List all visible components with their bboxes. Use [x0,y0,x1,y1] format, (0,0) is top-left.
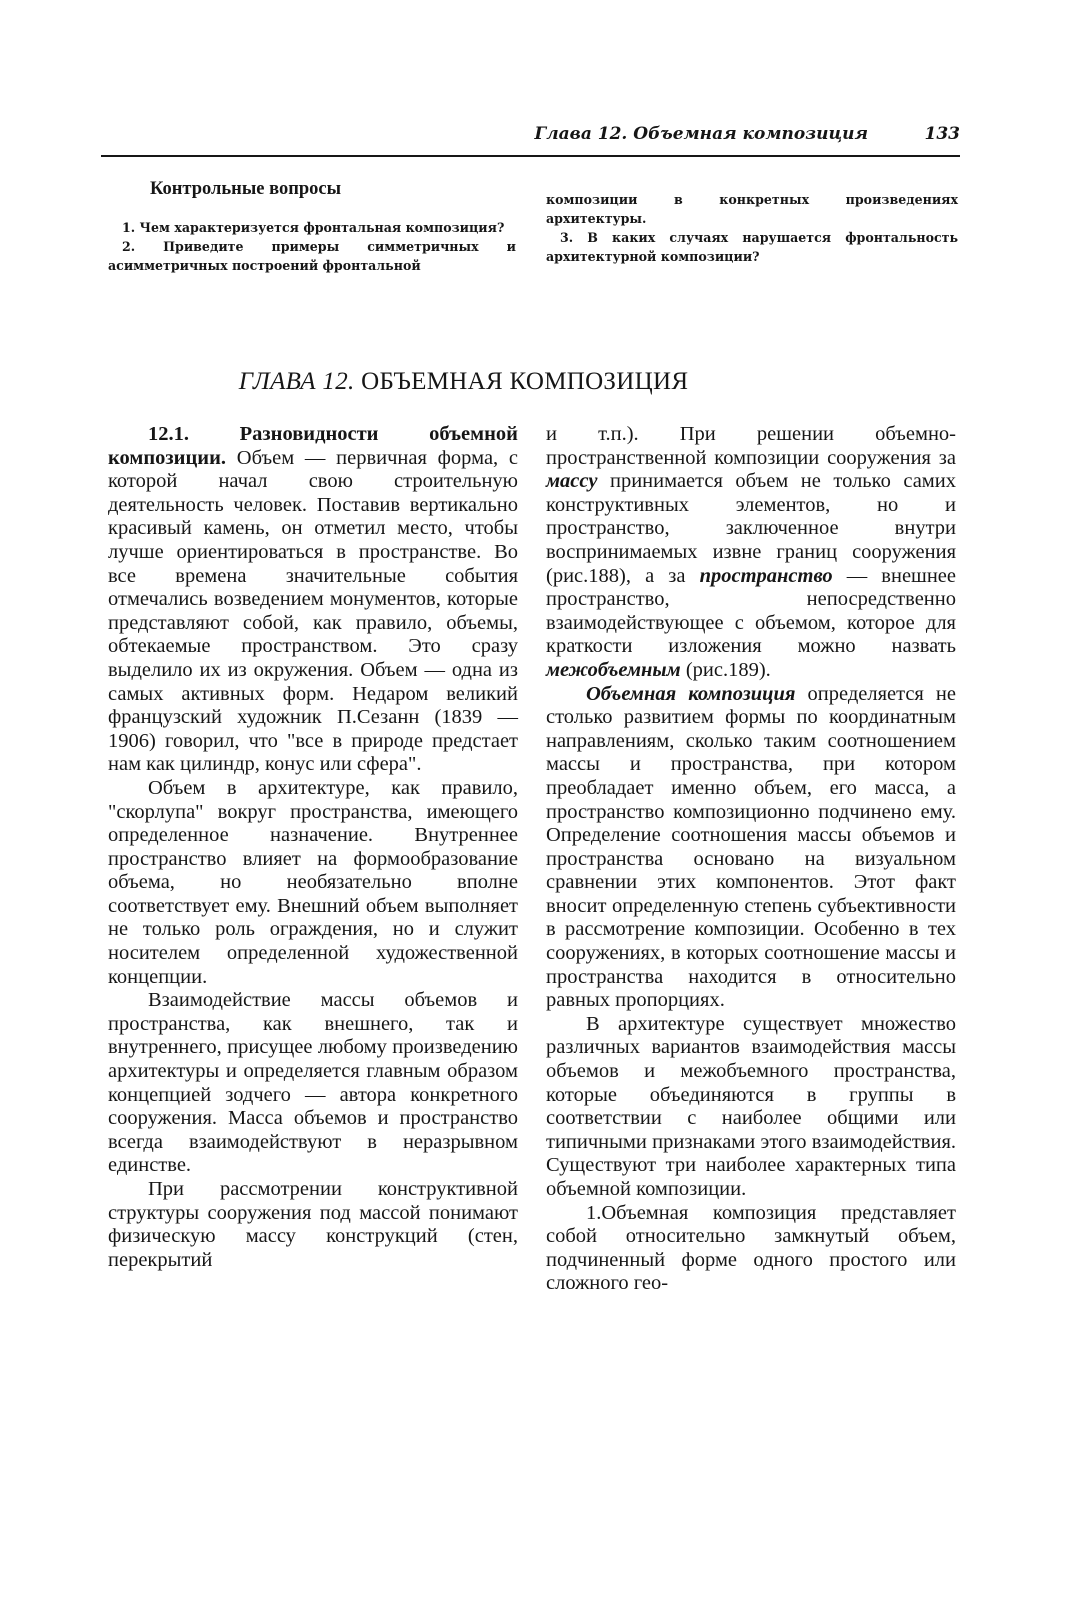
questions-left-column [108,218,516,275]
questions-heading: Контрольные вопросы [150,179,342,199]
paragraph: 1.Объемная композиция представляет собой относительно замкнутый объем, подчиненный форме одного простого или сложного гео- [546,1201,956,1295]
term-mezhobemnym: межобъемным [546,658,681,681]
question-3: 3. В каких случаях нарушается фронтальность архитектурной композиции? [546,230,958,264]
text-column-left [108,423,518,1272]
chapter-title [0,368,1067,396]
section-title: 12.1. Разновидности объемной композиции. [108,423,518,469]
paragraph: Взаимодействие массы объемов и пространства, как внешнего, так и внутреннего, присущее любому произведению архитектуры и определяется главным образом концепцией зодчего — автора конкретного сооружения. Масса объемов и пространство всегда взаимодействуют в неразрывном единстве. [108,989,518,1177]
paragraph: В архитектуре существует множество различных вариантов взаимодействия массы объемов и межобъемного пространства, которые объединяются в группы в соответствии с наиболее общими или типичными признаками этого взаимодействия. Существуют три наиболее характерных типа объемной композиции. [546,1012,956,1200]
term-obemnaya-kompoziciya: Объемная композиция [586,682,796,705]
paragraph: Объем в архитектуре, как правило, "скорлупа" вокруг пространства, имеющего определенное назначение. Внутреннее пространство влияет на формообразование объема, но необязательно вполне соответствует ему. Внешний объем выполняет не только роль ограждения, но и служит носителем определенной художественной концепции. [108,776,518,988]
paragraph-text: (рис.189). [680,658,771,681]
paragraph-text: — внешнее пространство, непосредственно взаимодействующее с объемом, которое для краткости изложения можно назвать [546,564,956,658]
term-massu: массу [546,470,598,493]
running-title: Глава 12. Объемная композиция [534,124,868,144]
header-rule [101,155,960,157]
paragraph [108,423,518,777]
paragraph [546,683,956,1013]
paragraph [546,423,956,683]
question-2: 2. Приведите примеры симметричных и асимметричных построений фронтальной [108,239,516,273]
paragraph-text: и т.п.). При решении объемно-пространственной композиции сооружения за [546,423,956,469]
chapter-label: ГЛАВА 12. [238,368,355,395]
question-1: 1. Чем характеризуется фронтальная композиция? [122,220,505,235]
question-2-continued: композиции в конкретных произведениях архитектуры. [546,192,958,226]
chapter-name: ОБЪЕМНАЯ КОМПОЗИЦИЯ [361,368,689,395]
paragraph-text: определяется не столько развитием формы по координатным направлениям, сколько таким соотношением массы и пространства, при котором преобладает именно объем, его масса, а пространство композиционно подчинено ему. Определение соотношения массы объемов и пространства основано на визуальном сравнении этих компонентов. Этот факт вносит определенную степень субъективности в рассмотрение композиции. Особенно в тех сооружениях, в которых соотношение массы и пространства находится в относительно равных пропорциях. [546,682,956,1012]
paragraph-text: Объем — первичная форма, с которой начал свою строительную деятельность человек. Поставив вертикально красивый камень, он отметил место, чтобы лучше ориентироваться в пространстве. Во все времена значительные события отмечались возведением монументов, которые представляют собой, как правило, объемы, обтекаемые пространством. Это сразу выделило их из окружения. Объем — одна из самых активных форм. Недаром великий французский художник П.Сезанн (1839 — 1906) говорил, что "все в природе предстает нам как цилиндр, конус или сфера". [108,446,518,776]
paragraph: При рассмотрении конструктивной структуры сооружения под массой понимают физическую массу конструкций (стен, перекрытий [108,1178,518,1271]
term-prostranstvo: пространство [699,564,833,587]
paragraph-text: принимается объем не только самих конструктивных элементов, но и пространство, заключенное внутри воспринимаемых извне границ сооружения (рис.188), а за [546,470,956,587]
text-column-right [546,423,956,1296]
page-number: 133 [924,124,960,144]
running-head [101,124,960,146]
questions-right-column [546,190,958,266]
